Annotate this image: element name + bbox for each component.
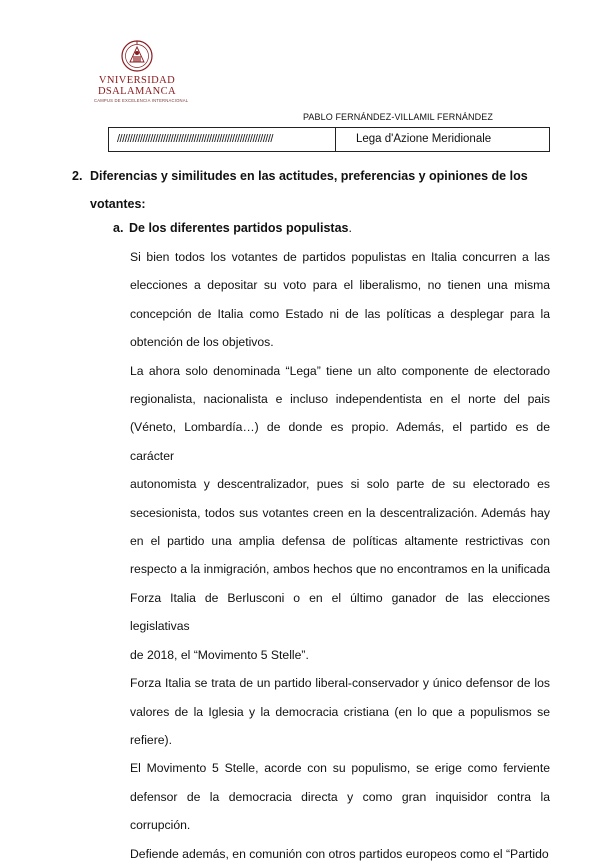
text-line: Forza Italia se trata de un partido liberal-conservador y único defensor de los bbox=[130, 676, 550, 691]
text-line: Si bien todos los votantes de partidos populistas en Italia concurren a las bbox=[130, 250, 550, 264]
section-title-line1: Diferencias y similitudes en las actitudes, preferencias y opiniones de los bbox=[90, 169, 528, 183]
paragraph bbox=[130, 754, 550, 868]
text-line: de 2018, el “Movimento 5 Stelle”. bbox=[130, 647, 309, 662]
text-line: respecto a la inmigración, ambos hechos que no encontramos en la unificada bbox=[130, 562, 550, 577]
logo-campus-subtitle: CAMPUS DE EXCELENCIA INTERNACIONAL bbox=[94, 98, 189, 103]
header-table bbox=[108, 127, 550, 152]
subsection-heading bbox=[113, 216, 352, 240]
text-line: El Movimento 5 Stelle, acorde con su populismo, se erige como ferviente bbox=[130, 761, 550, 776]
text-line: La ahora solo denominada “Lega” tiene un alto componente de electorado bbox=[130, 363, 550, 378]
text-line: concepción de Italia como Estado ni de las políticas a desplegar para la bbox=[130, 306, 550, 321]
text-line: Forza Italia de Berlusconi o en el último ganador de las elecciones legislativas bbox=[130, 590, 550, 634]
text-line: (Véneto, Lombardía…) de donde es propio. Además, el partido es de carácter bbox=[130, 420, 550, 463]
university-seal-icon bbox=[120, 38, 154, 74]
section-title-line2: votantes: bbox=[90, 197, 146, 211]
author-name: PABLO FERNÁNDEZ-VILLAMIL FERNÁNDEZ bbox=[303, 112, 493, 122]
section-number: 2. bbox=[72, 169, 83, 183]
section-heading bbox=[72, 162, 550, 218]
logo-salamanca-line: DSALAMANCA bbox=[97, 86, 177, 97]
text-line: refiere). bbox=[130, 732, 172, 747]
university-logo bbox=[94, 38, 189, 103]
text-line: Defiende además, en comunión con otros partidos europeos como el “Partido bbox=[130, 846, 549, 861]
paragraph bbox=[130, 357, 550, 669]
subsection-title: De los diferentes partidos populistas bbox=[129, 221, 349, 235]
subsection-letter: a. bbox=[113, 221, 124, 235]
text-line: valores de la Iglesia y la democracia cristiana (en lo que a populismos se bbox=[130, 704, 550, 719]
text-line: en el partido una amplia defensa de políticas altamente restrictivas con bbox=[130, 534, 550, 549]
subsection-title-suffix: . bbox=[348, 221, 352, 235]
text-line: regionalista, nacionalista e incluso independentista en el norte del pais bbox=[130, 392, 550, 407]
paragraph bbox=[130, 243, 550, 357]
text-line: autonomista y descentralizador, pues si solo parte de su electorado es bbox=[130, 477, 550, 492]
header-table-left-cell: ///////////////////////////////////////////////////////////// bbox=[109, 128, 336, 151]
logo-university-line: VNIVERSIDAD bbox=[98, 75, 176, 86]
text-line: obtención de los objetivos. bbox=[130, 335, 274, 350]
text-line: defensor de la democracia directa y como gran inquisidor contra la corrupción. bbox=[130, 789, 550, 833]
header-table-right-cell: Lega d'Azione Meridionale bbox=[356, 133, 492, 145]
text-line: secesionista, todos sus votantes creen en la descentralización. Además hay bbox=[130, 505, 550, 520]
text-line: elecciones a depositar su voto para el liberalismo, no tienen una misma bbox=[130, 278, 550, 293]
paragraph bbox=[130, 669, 550, 754]
body-text bbox=[130, 243, 550, 868]
